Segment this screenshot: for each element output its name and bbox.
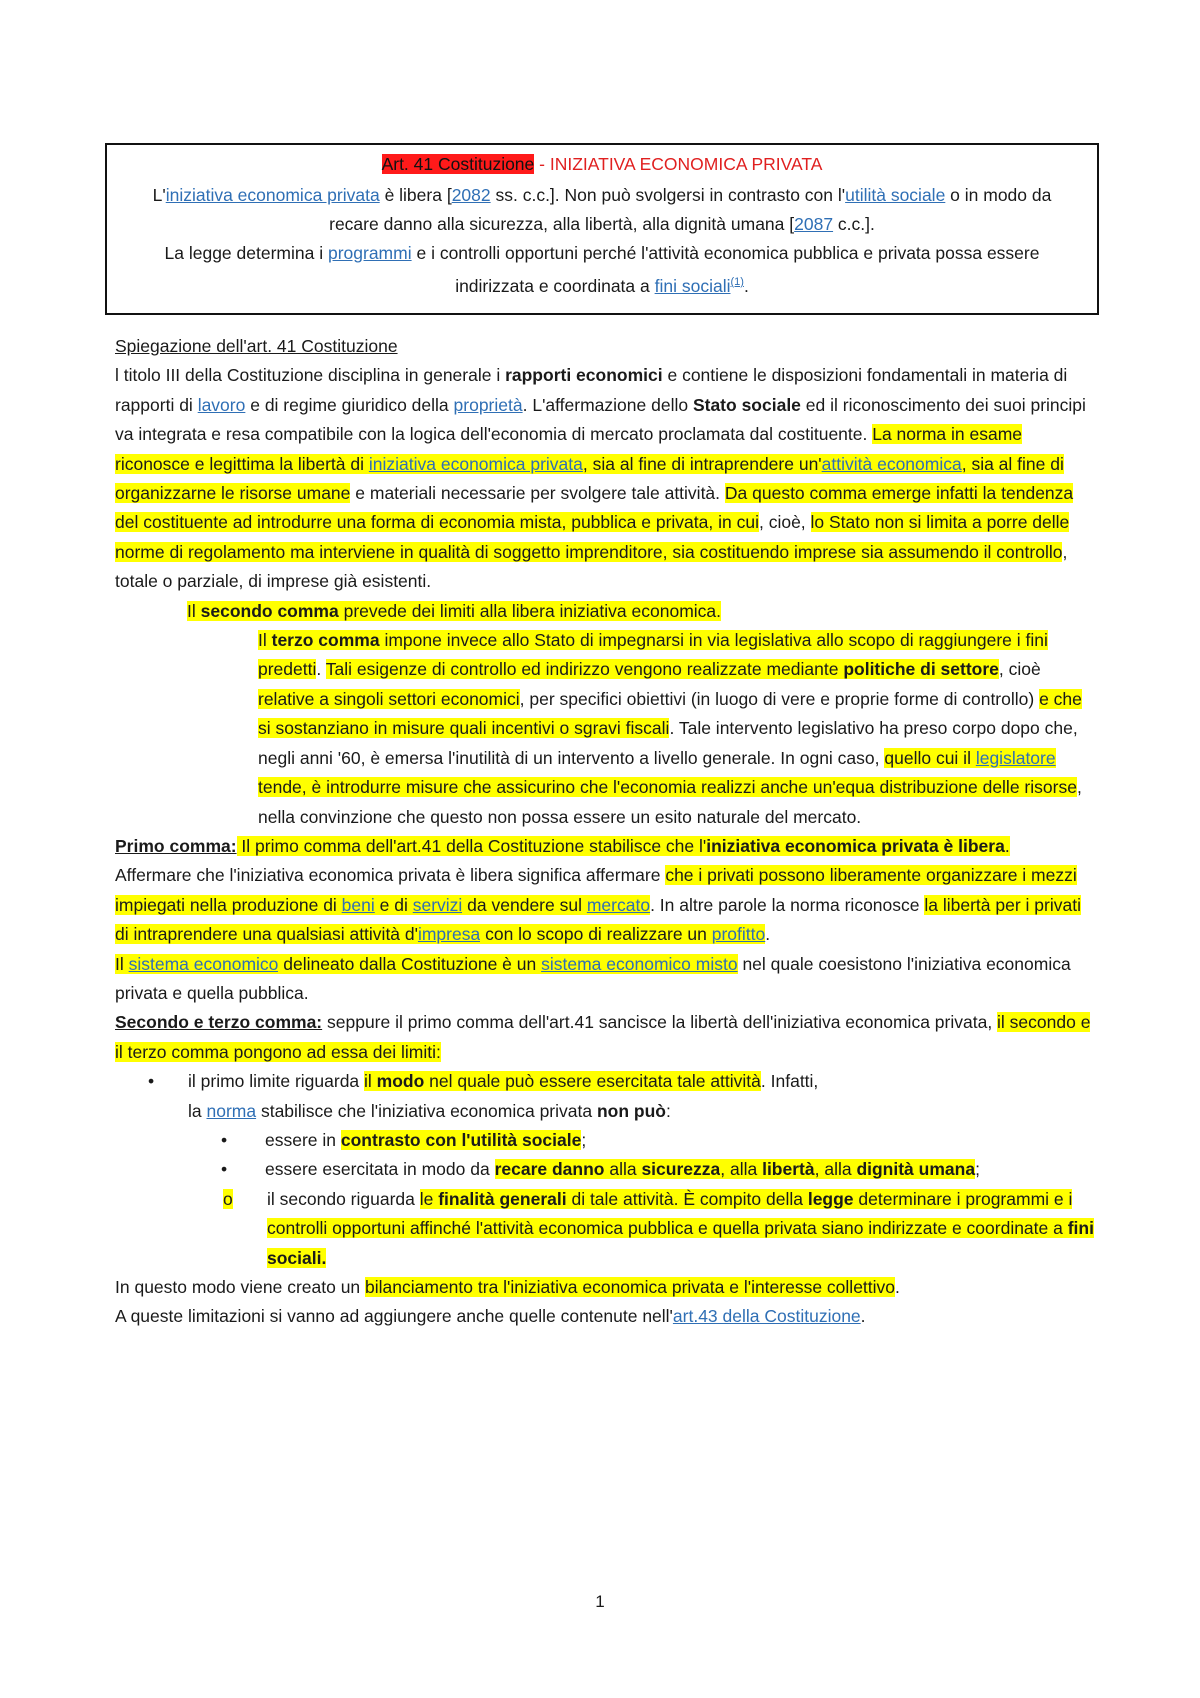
link-2087[interactable]: 2087	[794, 214, 834, 234]
list-subitem-finalita: o il secondo riguarda le finalità generali di tale attività. È compito della legge determinare i programmi e i controlli opportuni affinché l'attività economica pubblica e quella privata siano indirizzate e coordinate a fini sociali.	[115, 1185, 1095, 1273]
label-secondo-terzo-comma: Secondo e terzo comma:	[115, 1012, 323, 1033]
paragraph-secondo-terzo-comma: Secondo e terzo comma: seppure il primo comma dell'art.41 sancisce la libertà dell'iniziativa economica privata, il secondo e il terzo comma pongono ad essa dei limiti:	[115, 1012, 1091, 1062]
bullet-icon: •	[148, 1071, 155, 1092]
bullet-icon: •	[221, 1129, 228, 1150]
list-subitem-contrasto: • essere in contrasto con l'utilità sociale;	[115, 1126, 1095, 1155]
link-programmi[interactable]: programmi	[327, 243, 412, 263]
link-2082[interactable]: 2082	[451, 185, 491, 205]
bullet-icon: •	[221, 1159, 228, 1180]
circle-bullet-icon: o	[223, 1188, 233, 1209]
link-attivita-economica[interactable]: attività economica	[821, 453, 962, 474]
link-mercato[interactable]: mercato	[586, 894, 651, 915]
paragraph-sistema-economico: Il sistema economico delineato dalla Costituzione è un sistema economico misto nel quale coesistono l'iniziativa economica privata e quella pubblica.	[115, 953, 1071, 1003]
link-iniziativa-economica-privata[interactable]: iniziativa economica privata	[165, 185, 380, 205]
article-title-highlight: Art. 41 Costituzione	[381, 154, 535, 174]
paragraph-art43: A queste limitazioni si vanno ad aggiungere anche quelle contenute nell'art.43 della Costituzione.	[115, 1306, 866, 1327]
paragraph-primo-comma: Primo comma: Il primo comma dell'art.41 della Costituzione stabilisce che l'iniziativa economica privata è libera.	[115, 835, 1010, 856]
link-sistema-economico-misto[interactable]: sistema economico misto	[541, 953, 738, 974]
paragraph-intro: l titolo III della Costituzione disciplina in generale i rapporti economici e contiene le disposizioni fondamentali in materia di rapporti di lavoro e di regime giuridico della proprietà. L'affermazione dello Stato sociale ed il riconoscimento dei suoi principi va integrata e resa compatibile con la logica dell'economia di mercato proclamata dal costituente. La norma in esame riconosce e legittima la libertà di iniziativa economica privata, sia al fine di intraprendere un'attività economica, sia al fine di organizzarne le risorse umane e materiali necessarie per svolgere tale attività. Da questo comma emerge infatti la tendenza del costituente ad introdurre una forma di economia mista, pubblica e privata, in cui, cioè, lo Stato non si limita a porre delle norme di regolamento ma interviene in qualità di soggetto imprenditore, sia costituendo imprese sia assumendo il controllo, totale o parziale, di imprese già esistenti.	[115, 365, 1086, 592]
link-legislatore[interactable]: legislatore	[975, 747, 1056, 768]
article-comma-2: La legge determina i programmi e i controlli opportuni perché l'attività economica pubblica e privata possa essere indirizzata e coordinata a fini sociali$^{(1)}$.	[164, 243, 1040, 296]
link-profitto[interactable]: profitto	[711, 924, 766, 945]
link-utilita-sociale[interactable]: utilità sociale	[845, 185, 946, 205]
list-subitem-danno: • essere esercitata in modo da recare danno alla sicurezza, alla libertà, alla dignità umana;	[115, 1155, 1095, 1184]
article-subtitle: INIZIATIVA ECONOMICA PRIVATA	[549, 154, 823, 174]
link-art43[interactable]: art.43 della Costituzione	[672, 1306, 861, 1327]
footnote-ref[interactable]: (1)	[730, 276, 744, 288]
article-comma-1: L'iniziativa economica privata è libera [2082 ss. c.c.]. Non può svolgersi in contrasto con l'utilità sociale o in modo da recare danno alla sicurezza, alla libertà, alla dignità umana [2087 c.c.].	[152, 185, 1052, 234]
link-servizi[interactable]: servizi	[412, 894, 463, 915]
link-lavoro[interactable]: lavoro	[197, 394, 246, 415]
link-sistema-economico[interactable]: sistema economico	[128, 953, 279, 974]
link-iniziativa-economica-privata-2[interactable]: iniziativa economica privata	[368, 453, 583, 474]
link-proprieta[interactable]: proprietà	[453, 394, 523, 415]
link-norma[interactable]: norma	[206, 1100, 257, 1121]
link-fini-sociali[interactable]: fini sociali	[654, 275, 731, 296]
article-box	[105, 143, 1099, 315]
paragraph-liberta-privati: Affermare che l'iniziativa economica privata è libera significa affermare che i privati possono liberamente organizzare i mezzi impiegati nella produzione di beni e di servizi da vendere sul mercato. In altre parole la norma riconosce la libertà per i privati di intraprendere una qualsiasi attività d'impresa con lo scopo di realizzare un profitto.	[115, 865, 1081, 945]
list-item-primo-limite: • il primo limite riguarda il modo nel quale può essere esercitata tale attività. Infatti, la norma stabilisce che l'iniziativa economica privata non può:	[115, 1067, 1095, 1126]
link-beni[interactable]: beni	[341, 894, 375, 915]
section-heading: Spiegazione dell'art. 41 Costituzione	[115, 336, 398, 356]
article-title: Art. 41 Costituzione - INIZIATIVA ECONOMICA PRIVATA	[381, 154, 823, 174]
label-primo-comma: Primo comma:	[115, 835, 237, 856]
paragraph-terzo-comma: Il terzo comma impone invece allo Stato di impegnarsi in via legislativa allo scopo di raggiungere i fini predetti. Tali esigenze di controllo ed indirizzo vengono realizzate mediante politiche di settore, cioè relative a singoli settori economici, per specifici obiettivi (in luogo di vere e proprie forme di controllo) e che si sostanziano in misure quali incentivi o sgravi fiscali. Tale intervento legislativo ha preso corpo dopo che, negli anni '60, è emersa l'inutilità di un intervento a livello generale. In ogni caso, quello cui il legislatore tende, è introdurre misure che assicurino che l'economia realizzi anche un'equa distribuzione delle risorse, nella convinzione che questo non possa essere un esito naturale del mercato.	[258, 630, 1082, 827]
page-number: 1	[595, 1592, 605, 1611]
paragraph-bilanciamento: In questo modo viene creato un bilanciamento tra l'iniziativa economica privata e l'interesse collettivo.	[115, 1277, 900, 1297]
paragraph-secondo-comma: Il secondo comma prevede dei limiti alla libera iniziativa economica.	[187, 600, 721, 621]
explanation-content	[115, 332, 1095, 1332]
link-impresa[interactable]: impresa	[417, 924, 481, 945]
